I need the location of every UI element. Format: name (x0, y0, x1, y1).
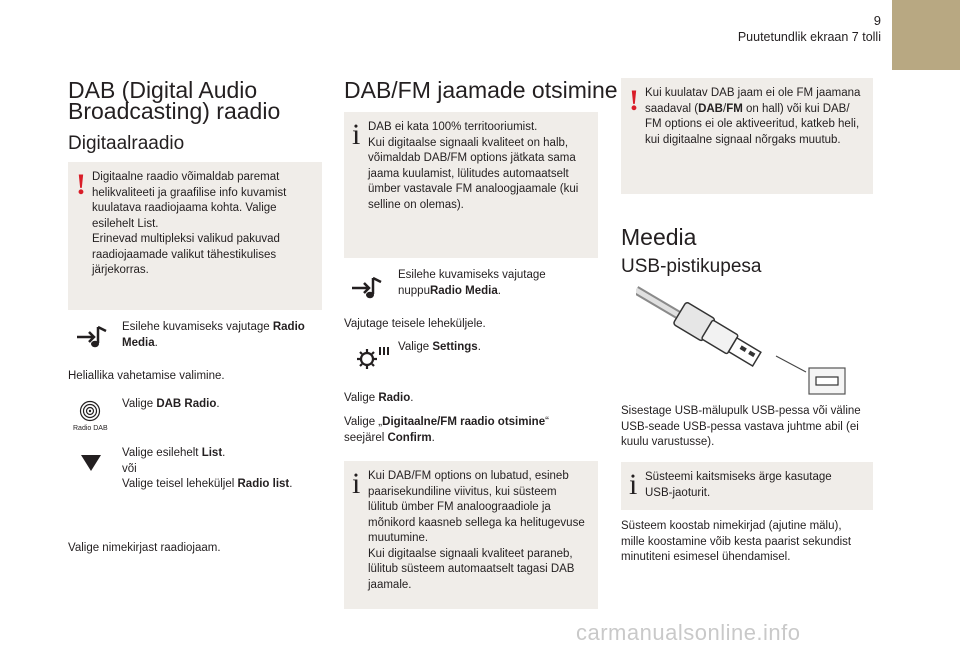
info-text-usb: Süsteemi kaitsmiseks ärge kasutage USB-jaoturit. (645, 471, 832, 499)
dab-icon-label: Radio DAB (73, 425, 108, 432)
col2-step1: Esilehe kuvamiseks vajutage nuppuRadio Media. (398, 269, 546, 297)
chapter-tab (892, 0, 960, 70)
dab-radio-icon (79, 400, 101, 422)
col1-step3: Valige esilehelt List. või Valige teisel leheküljel Radio list. (122, 447, 293, 490)
warning-icon: ! (629, 84, 639, 117)
col3-final: Süsteem koostab nimekirjad (ajutine mälu), mille koostamine võib kesta paarist sekundist minutiteni esimesel ühendamisel. (621, 520, 852, 563)
col2-next-page: Vajutage teisele leheküljele. (344, 318, 486, 330)
warning-icon: ! (76, 168, 86, 201)
info-text-2: Kui DAB/FM options on lubatud, esineb paarisekundiline viivitus, kui süsteem lülitub ümber FM analoograadiole ja mõnikord kaasneb sellega ka helitugevuse muutumine. Kui digitaalse signaali kvaliteet paraneb, lülitub süsteem automaatselt tagasi DAB jaamale. (368, 470, 585, 591)
col1-lead: Heliallika vahetamise valimine. (68, 370, 225, 382)
info-text-1: DAB ei kata 100% territooriumist. Kui digitaalse signaali kvaliteet on halb, võimaldab DAB/FM options jätkata sama jaama kuulamist, lülitudes automaatselt ümber vastavale FM analoogjaamale (kui selline on olemas). (368, 121, 579, 211)
usb-instruction: Sisestage USB-mälupulk USB-pessa või väline USB-seade USB-pessa vastava juhtme abil (ei kuulu varustusse). (621, 405, 861, 448)
dab-title-line2: Broadcasting) raadio (68, 98, 281, 124)
section-header: Puutetundlik ekraan 7 tolli (737, 30, 881, 44)
info-box-1 (344, 112, 598, 258)
warning-text-dab: Kui kuulatav DAB jaam ei ole FM jaamana saadaval (DAB/FM on hall) või kui DAB/ FM options ei ole aktiveeritud, katkeb heli, kui digitaalne signaal nõrgaks muutub. (645, 87, 861, 146)
col1-step2: Valige DAB Radio. (122, 398, 220, 410)
col2-step2: Valige Settings. (398, 341, 481, 353)
info-icon: i (352, 467, 361, 500)
warning-box (68, 162, 322, 310)
info-icon: i (352, 118, 361, 151)
col1-final: Valige nimekirjast raadiojaam. (68, 542, 221, 554)
watermark: carmanualsonline.info (576, 620, 801, 645)
col2-radio: Valige Radio. (344, 392, 414, 404)
usb-subtitle: USB-pistikupesa (621, 256, 762, 277)
settings-gear-icon (355, 343, 389, 373)
dabfm-title: DAB/FM jaamade otsimine (344, 77, 618, 103)
info-icon: i (629, 468, 638, 501)
digital-radio-subtitle: Digitaalraadio (68, 133, 185, 154)
col2-dabfm: Valige „Digitaalne/FM raadio otsimine“ seejärel Confirm. (344, 416, 549, 444)
radio-media-icon (75, 323, 109, 351)
list-triangle-icon (80, 453, 102, 473)
page-number: 9 (873, 13, 881, 28)
media-title: Meedia (621, 224, 697, 250)
col1-step1: Esilehe kuvamiseks vajutage Radio Media. (122, 321, 305, 349)
usb-plug-illustration (636, 286, 848, 398)
warning-box-dab (621, 78, 873, 194)
warning-text: Digitaalne raadio võimaldab paremat helikvaliteeti ja graafilise info kuvamist kuulatava raadiojaama kohta. Valige esilehelt List. Erinevad multipleksi valikud pakuvad raadiojaamade valikut tähestikulises järjekorras. (92, 171, 287, 276)
radio-media-icon (350, 274, 384, 302)
info-box-usb (621, 462, 873, 510)
dab-title-line1: DAB (Digital Audio (68, 77, 258, 103)
info-box-2 (344, 461, 598, 609)
